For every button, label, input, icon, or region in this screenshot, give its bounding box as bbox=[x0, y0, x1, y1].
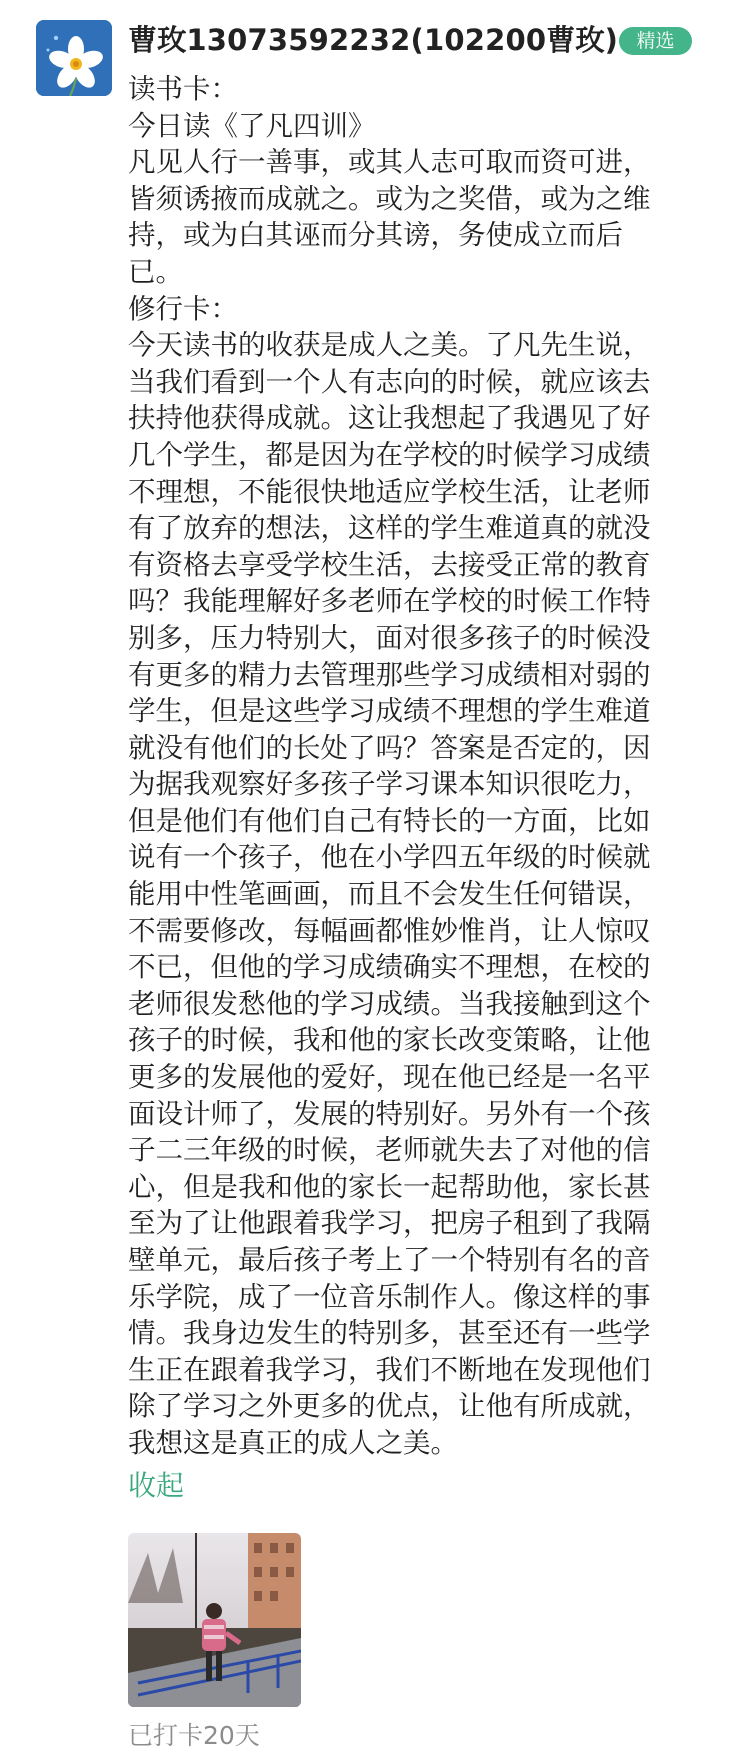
content-line: 至为了让他跟着我学习，把房子租到了我隔 bbox=[128, 1207, 651, 1240]
content-line: 孩子的时候，我和他的家长改变策略，让他 bbox=[128, 1024, 651, 1057]
content-line: 更多的发展他的爱好，现在他已经是一名平 bbox=[128, 1061, 651, 1094]
content-line: 子二三年级的时候，老师就失去了对他的信 bbox=[128, 1134, 651, 1167]
post-photo[interactable] bbox=[128, 1533, 301, 1707]
content-line: 为据我观察好多孩子学习课本知识很吃力， bbox=[128, 768, 651, 801]
content-line: 不已，但他的学习成绩确实不理想，在校的 bbox=[128, 951, 651, 984]
collapse-button[interactable]: 收起 bbox=[128, 1469, 185, 1502]
content-line: 能用中性笔画画，而且不会发生任何错误， bbox=[128, 878, 651, 911]
content-line: 就没有他们的长处了吗？答案是否定的，因 bbox=[128, 731, 651, 764]
content-line: 持，或为白其诬而分其谤，务使成立而后 bbox=[128, 219, 623, 252]
content-line: 不需要修改，每幅画都惟妙惟肖，让人惊叹 bbox=[128, 914, 651, 947]
username[interactable]: 曹玫13073592232(102200曹玫) bbox=[128, 23, 619, 57]
content-line: 有更多的精力去管理那些学习成绩相对弱的 bbox=[128, 658, 651, 691]
content-line: 情。我身边发生的特别多，甚至还有一些学 bbox=[128, 1317, 651, 1350]
content-line: 有资格去享受学校生活，去接受正常的教育 bbox=[128, 548, 651, 581]
content-line: 学生，但是这些学习成绩不理想的学生难道 bbox=[128, 695, 651, 728]
content-line: 老师很发愁他的学习成绩。当我接触到这个 bbox=[128, 987, 651, 1020]
content-line: 今天读书的收获是成人之美。了凡先生说， bbox=[128, 329, 651, 362]
content-line: 面设计师了，发展的特别好。另外有一个孩 bbox=[128, 1097, 651, 1130]
featured-badge: 精选 bbox=[619, 27, 692, 55]
photo-image bbox=[128, 1533, 301, 1707]
content-line: 壁单元，最后孩子考上了一个特别有名的音 bbox=[128, 1244, 651, 1276]
content-line: 扶持他获得成就。这让我想起了我遇见了好 bbox=[128, 402, 651, 435]
content-line: 但是他们有他们自己有特长的一方面，比如 bbox=[128, 804, 651, 837]
content-line: 不理想，不能很快地适应学校生活，让老师 bbox=[128, 475, 651, 508]
content-line: 几个学生，都是因为在学校的时候学习成绩 bbox=[128, 438, 651, 471]
content-line: 我想这是真正的成人之美。 bbox=[128, 1426, 458, 1459]
content-line: 当我们看到一个人有志向的时候，就应该去 bbox=[128, 365, 651, 398]
content-line: 生正在跟着我学习，我们不断地在发现他们 bbox=[128, 1353, 651, 1386]
post-content bbox=[128, 71, 688, 1462]
flower-icon bbox=[36, 20, 112, 96]
content-line: 皆须诱掖而成就之。或为之奖借，或为之维 bbox=[128, 182, 651, 215]
content-line: 心，但是我和他的家长一起帮助他，家长甚 bbox=[128, 1170, 651, 1203]
content-line: 读书卡： bbox=[128, 73, 238, 105]
content-line: 说有一个孩子，他在小学四五年级的时候就 bbox=[128, 841, 651, 874]
checkin-days: 已打卡20天 bbox=[128, 1721, 260, 1750]
avatar[interactable] bbox=[36, 20, 112, 96]
content-line: 别多，压力特别大，面对很多孩子的时候没 bbox=[128, 621, 651, 654]
content-line: 有了放弃的想法，这样的学生难道真的就没 bbox=[128, 512, 651, 545]
content-line: 修行卡： bbox=[128, 292, 238, 325]
content-line: 凡见人行一善事，或其人志可取而资可进， bbox=[128, 146, 651, 179]
content-line: 乐学院，成了一位音乐制作人。像这样的事 bbox=[128, 1280, 651, 1313]
content-line: 已。 bbox=[128, 255, 183, 288]
content-line: 今日读《了凡四训》 bbox=[128, 109, 376, 142]
content-line: 除了学习之外更多的优点，让他有所成就， bbox=[128, 1390, 651, 1423]
content-line: 吗？我能理解好多老师在学校的时候工作特 bbox=[128, 585, 651, 618]
